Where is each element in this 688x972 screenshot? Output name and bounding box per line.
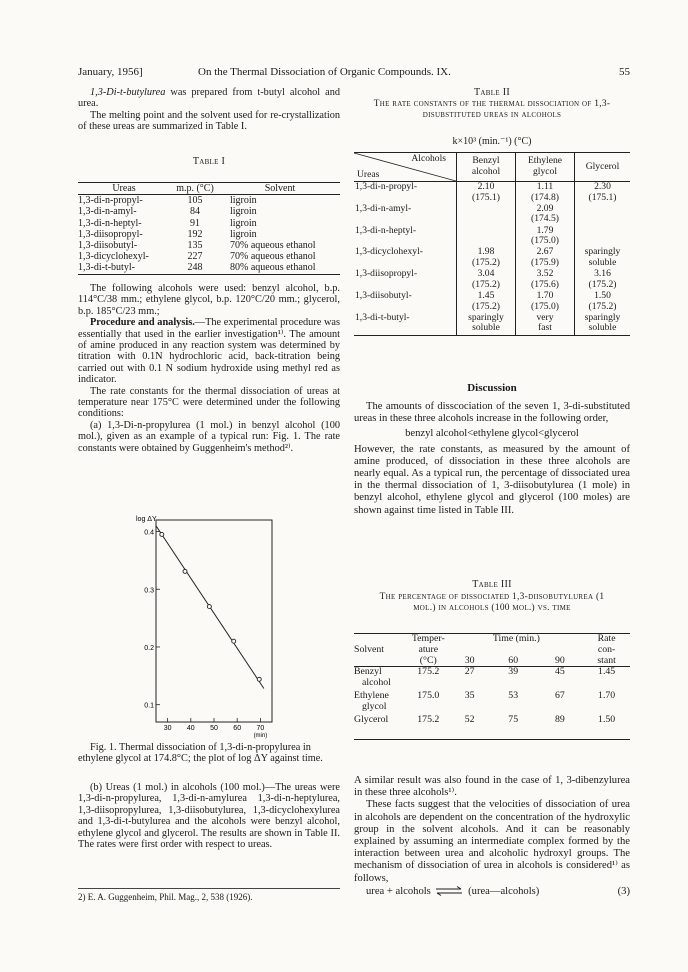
table2-cell xyxy=(516,313,575,335)
rate-temp: soluble xyxy=(588,322,617,334)
table2-cell xyxy=(575,247,631,269)
equation-right: (urea—alcohols) xyxy=(468,885,540,897)
table2-cell xyxy=(457,226,516,248)
table3-header-temp: Temper- xyxy=(411,633,445,644)
table2-cell xyxy=(457,269,516,291)
percentage: 39 xyxy=(508,666,519,678)
table1-cell: ligroin xyxy=(230,217,257,229)
rate-temp: (175.1) xyxy=(472,191,500,203)
paragraph-mp: The melting point and the solvent used for re-crystallization of these ureas are summarized in Table I. xyxy=(78,109,340,133)
x-tick-label: 40 xyxy=(186,725,195,732)
rate-constant xyxy=(583,715,630,740)
paragraph-conditions: The rate constants for the thermal dissociation of ureas at temperature near 175°C were determined under the following conditions: xyxy=(78,385,340,420)
running-header xyxy=(78,66,630,80)
table3-header-rate: con- xyxy=(597,643,616,655)
table1-cell: 91 xyxy=(190,217,200,229)
table1-cell: 1,3-di-n-heptyl- xyxy=(78,217,142,229)
rate-constant: 1.50 xyxy=(598,714,616,726)
percentage xyxy=(450,691,490,715)
table2-header: Ethylene glycol xyxy=(516,153,575,182)
table2-cell xyxy=(516,226,575,248)
x-tick-label: 60 xyxy=(233,725,242,732)
rate-constant xyxy=(583,691,630,715)
discussion-body xyxy=(354,401,630,517)
rate-temp: (175.0) xyxy=(531,300,559,312)
solvent-name: alcohol xyxy=(362,677,391,689)
temperature xyxy=(407,715,449,740)
rate-value: 1.98 xyxy=(477,246,495,258)
percentage xyxy=(537,715,584,740)
discussion-paragraph-4: These facts suggest that the velocities of dissociation of urea in alcohols are dependent on the concentration of the hydroxylic group in the solvent alcohols. And it can be reasonably explained by assuming an intermediate complex formed by the interaction between urea and alcoholic hydroxyl groups. The mechanism of dissociation of urea in alcohols is considered¹⁾ as follows, xyxy=(354,799,630,884)
alcohol-order: benzyl alcohol<ethylene glycol<glycerol xyxy=(405,428,579,440)
urea-name: 1,3-di-n-heptyl- xyxy=(355,224,417,236)
table1-header: Ureas xyxy=(112,183,136,194)
percentage: 52 xyxy=(464,714,475,726)
header-date: January, 1956] xyxy=(78,66,143,78)
discussion-paragraph-3: A similar result was also found in the case of 1, 3-dibenzylurea in these three alcohols¹⁾. xyxy=(354,775,630,799)
header-title: On the Thermal Dissociation of Organic Compounds. IX. xyxy=(198,66,451,78)
equation-left: urea + alcohols xyxy=(366,885,431,897)
table2-cell xyxy=(516,247,575,269)
table2-cell xyxy=(354,226,457,248)
y-tick-label: 0.2 xyxy=(144,644,154,652)
rate-value: 1.45 xyxy=(477,289,495,301)
table1-cell: ligroin xyxy=(230,195,257,207)
data-point xyxy=(207,605,211,609)
urea-name: 1,3-di-n-propyl- xyxy=(355,181,418,192)
figure-1-plot xyxy=(78,508,340,740)
discussion-heading: Discussion xyxy=(467,382,517,394)
rate-value: 1.50 xyxy=(594,289,611,301)
table1-cell: 192 xyxy=(187,228,203,240)
temperature: 175.2 xyxy=(417,666,440,678)
rate-value: 2.67 xyxy=(536,246,554,258)
rate-temp: soluble xyxy=(472,322,500,334)
percentage: 89 xyxy=(555,714,565,726)
table2-cell xyxy=(575,269,631,291)
rate-value: very xyxy=(536,311,554,323)
table3-title: Table III xyxy=(472,579,512,590)
rate-value: 3.16 xyxy=(594,268,611,280)
rate-temp: soluble xyxy=(588,256,617,268)
table1-cell: 1,3-dicyclohexyl- xyxy=(78,251,149,263)
table1-header: Solvent xyxy=(264,183,296,194)
table2-cell xyxy=(516,269,575,291)
table2-units: k×10³ (min.⁻¹) (°C) xyxy=(452,136,532,147)
percentage xyxy=(490,691,537,715)
table2-corner xyxy=(354,153,457,182)
paragraph-condition-b: (b) Ureas (1 mol.) in alcohols (100 mol.)—The ureas were 1,3-di-n-propylurea, 1,3-di-n-amylurea 1,3-di-n-heptylurea, 1,3-diisopropylurea, 1,3-diisobutylurea, 1,3-dicyclohexylurea and 1,3-di-t-butylurea and the alcohols were benzyl alcohol, ethylene glycol and glycerol. The results are shown in Table II. The rates were first order with respect to ureas. xyxy=(78,782,340,851)
table2-cell xyxy=(575,182,631,204)
table2-cell xyxy=(575,204,631,226)
table3-time: 60 xyxy=(508,654,519,666)
rate-value: 2.30 xyxy=(594,181,611,192)
temperature xyxy=(407,691,449,715)
table2-cell xyxy=(457,247,516,269)
table2-cell xyxy=(457,182,516,204)
solvent-name: Benzyl xyxy=(354,666,382,678)
urea-name: 1,3-diisobutyl- xyxy=(355,289,412,301)
table3-header-solvent-label: Solvent xyxy=(354,643,384,655)
percentage xyxy=(450,715,490,740)
rate-temp: (175.1) xyxy=(588,191,617,203)
rate-value: sparingly xyxy=(468,311,504,323)
percentage: 27 xyxy=(464,666,475,678)
percentage xyxy=(537,667,584,692)
table2-cell xyxy=(516,182,575,204)
table3-time: 30 xyxy=(464,654,475,666)
left-procedure xyxy=(78,283,340,454)
y-axis-label: log ΔY xyxy=(136,516,157,523)
table3-time: 90 xyxy=(555,654,565,666)
percentage: 53 xyxy=(508,690,519,702)
urea-name: 1,3-di-n-amyl- xyxy=(355,202,412,214)
solvent-name xyxy=(354,691,407,715)
data-point xyxy=(183,569,187,573)
rate-temp: (175.2) xyxy=(472,278,500,290)
table2-cell xyxy=(457,291,516,313)
table1-cell: 70% aqueous ethanol xyxy=(230,251,316,263)
table2-cell xyxy=(516,204,575,226)
rate-value: 3.04 xyxy=(477,268,495,280)
solvent-name: Glycerol xyxy=(354,714,389,726)
table1-title: Table I xyxy=(192,156,226,167)
table1-cell: 1,3-diisopropyl- xyxy=(78,228,143,240)
compound-name: 1,3-Di-t-butylurea xyxy=(90,87,166,98)
solvent-name: Ethylene xyxy=(354,690,389,702)
x-tick-label: 50 xyxy=(210,725,218,732)
table2-cell xyxy=(575,313,631,335)
table2-cell xyxy=(354,204,457,226)
y-tick-label: 0.3 xyxy=(144,587,154,595)
table2-cell xyxy=(354,269,457,291)
x-tick-label: 30 xyxy=(163,725,172,732)
table3 xyxy=(354,633,630,740)
table2-header: Glycerol xyxy=(585,160,620,172)
rate-temp: (175.2) xyxy=(588,278,617,290)
paragraph-condition-a: (a) 1,3-Di-n-propylurea (1 mol.) in benzyl alcohol (100 mol.), given as an example of a typical run: Fig. 1. The rate constants were obtained by Guggenheim's method²⁾. xyxy=(78,419,340,454)
table2-cell xyxy=(354,291,457,313)
percentage xyxy=(490,715,537,740)
table1-cell: 70% aqueous ethanol xyxy=(230,240,316,252)
temperature: 175.2 xyxy=(417,714,440,726)
rate-value: 2.10 xyxy=(477,181,495,192)
table1-cell: ligroin xyxy=(230,206,257,218)
rate-value: 3.52 xyxy=(536,268,554,280)
left-condition-b xyxy=(78,782,340,850)
urea-name: 1,3-di-t-butyl- xyxy=(355,311,410,323)
table1-cell: 1,3-di-n-propyl- xyxy=(78,195,143,207)
rate-value: sparingly xyxy=(584,311,621,323)
rate-temp: (175.9) xyxy=(531,256,559,268)
urea-name: 1,3-diisopropyl- xyxy=(355,268,418,280)
page-number: 55 xyxy=(619,66,630,78)
table1-cell: 248 xyxy=(187,262,203,274)
rate-value: sparingly xyxy=(584,246,621,258)
table2-cell xyxy=(516,291,575,313)
rate-temp: (174.5) xyxy=(531,213,559,225)
rate-value: 1.70 xyxy=(536,289,554,301)
table3-header-rate: stant xyxy=(597,654,616,666)
rate-temp: (175.0) xyxy=(531,235,559,247)
table3-header-temp: (°C) xyxy=(419,654,437,666)
percentage: 67 xyxy=(555,690,565,702)
percentage xyxy=(450,667,490,692)
paragraph-alcohols: The following alcohols were used: benzyl alcohol, b.p. 114°C/38 mm.; ethylene glycol, b.p. 120°C/20 mm.; glycerol, b.p. 185°C/23 mm.; xyxy=(78,283,340,317)
table2-cell xyxy=(457,204,516,226)
caption-text: Fig. 1. Thermal dissociation of 1,3-di-n-propylurea in ethylene glycol at 174.8°C; the plot of log ΔY against time. xyxy=(78,742,323,765)
procedure-text: —The experimental procedure was essentially that used in the earlier investigation¹⁾. The amount of amine produced in any reaction system was determined by titration with 0.1N hydrochloric acid, back-titration being carried out with 0.1 N sodium hydroxide using methyl red as indicator. xyxy=(78,317,340,386)
rate-temp: (175.2) xyxy=(472,300,500,312)
table2-subtitle: The rate constants of the thermal dissociation of 1,3-disubstituted ureas in alcohols xyxy=(373,99,611,120)
discussion-body-2 xyxy=(354,775,630,898)
rate-constant xyxy=(583,667,630,692)
rate-value: 1.11 xyxy=(536,181,554,192)
table1-cell: 1,3-di-t-butyl- xyxy=(78,262,135,274)
table1-cell: 227 xyxy=(187,251,203,263)
data-point xyxy=(257,677,261,681)
table2-cell xyxy=(575,226,631,248)
rate-constant: 1.70 xyxy=(598,690,616,702)
discussion-paragraph-2: However, the rate constants, as measured by the amount of amine produced, of dissociation in these three alcohols are nearly equal. As a typical run, the percentage of dissociated urea in the thermal dissociation of 1, 3-diisobutylurea (1 mole) in benzyl alcohol, ethylene glycol and glycerol (100 moles) are shown against time listed in Table III. xyxy=(354,443,630,516)
table2-cell xyxy=(354,182,457,204)
table2-corner-top: Alcohols xyxy=(411,153,446,164)
table2-cell xyxy=(354,247,457,269)
percentage xyxy=(537,691,584,715)
table2 xyxy=(354,152,630,336)
solvent-name xyxy=(354,715,407,740)
table1-cell: 1,3-di-n-amyl- xyxy=(78,206,137,218)
plot-frame xyxy=(156,520,272,722)
table1-header: m.p. (°C) xyxy=(176,183,214,194)
table1-cell: 84 xyxy=(190,206,200,218)
table2-cell xyxy=(575,291,631,313)
y-tick-label: 0.4 xyxy=(144,529,154,537)
table1-cell: 1,3-diisobutyl- xyxy=(78,240,138,252)
rate-temp: (175.2) xyxy=(472,256,500,268)
percentage xyxy=(490,667,537,692)
rate-constant: 1.45 xyxy=(598,666,616,678)
data-point xyxy=(160,532,164,536)
figure-1-caption xyxy=(78,742,340,765)
table3-header-time: Time (min.) xyxy=(492,633,540,644)
percentage: 75 xyxy=(508,714,519,726)
table3-header-temp: ature xyxy=(418,643,439,655)
equation-3 xyxy=(354,886,630,898)
table1-cell: ligroin xyxy=(230,228,257,240)
percentage: 45 xyxy=(555,666,565,678)
table1 xyxy=(78,182,340,275)
rate-temp: fast xyxy=(538,322,552,334)
table3-header-rate: Rate xyxy=(597,633,616,644)
footnote: 2) E. A. Guggenheim, Phil. Mag., 2, 538 (1926). xyxy=(78,888,340,902)
rate-value: 2.09 xyxy=(536,202,554,214)
solvent-name: glycol xyxy=(362,701,387,713)
x-tick-label: 70 xyxy=(256,725,265,732)
rate-temp: (175.2) xyxy=(588,300,617,312)
x-axis-label: (min) xyxy=(253,733,268,739)
temperature: 175.0 xyxy=(417,690,440,702)
rate-temp: (174.8) xyxy=(531,191,559,203)
y-tick-label: 0.1 xyxy=(144,702,154,710)
solvent-name xyxy=(354,667,407,692)
data-point xyxy=(232,639,236,643)
table2-title: Table II xyxy=(474,87,510,98)
discussion-paragraph-1: The amounts of disscociation of the seven 1, 3-di-substituted ureas in these three alcohols increase in the following order, xyxy=(354,401,630,425)
table2-header: Benzyl alcohol xyxy=(457,153,516,182)
intro-text: was prepared from t-butyl alcohol and urea. xyxy=(78,87,340,110)
procedure-heading: Procedure and analysis. xyxy=(90,317,195,329)
equation-number: (3) xyxy=(617,885,630,897)
percentage: 35 xyxy=(464,690,475,702)
table1-cell: 105 xyxy=(187,195,203,207)
urea-name: 1,3-dicyclohexyl- xyxy=(355,246,423,258)
table1-cell: 80% aqueous ethanol xyxy=(230,262,316,274)
table2-cell xyxy=(354,313,457,335)
temperature xyxy=(407,667,449,692)
rate-temp: (175.6) xyxy=(531,278,559,290)
left-intro xyxy=(78,87,340,133)
equilibrium-arrow-icon xyxy=(435,886,463,896)
table1-cell: 135 xyxy=(187,240,203,252)
table2-corner-bottom: Ureas xyxy=(357,169,380,181)
rate-value: 1.79 xyxy=(536,224,554,236)
table3-subtitle: The percentage of dissociated 1,3-diisobutylurea (1 mol.) in alcohols (100 mol.) vs. time xyxy=(379,592,605,614)
table2-cell xyxy=(457,313,516,335)
